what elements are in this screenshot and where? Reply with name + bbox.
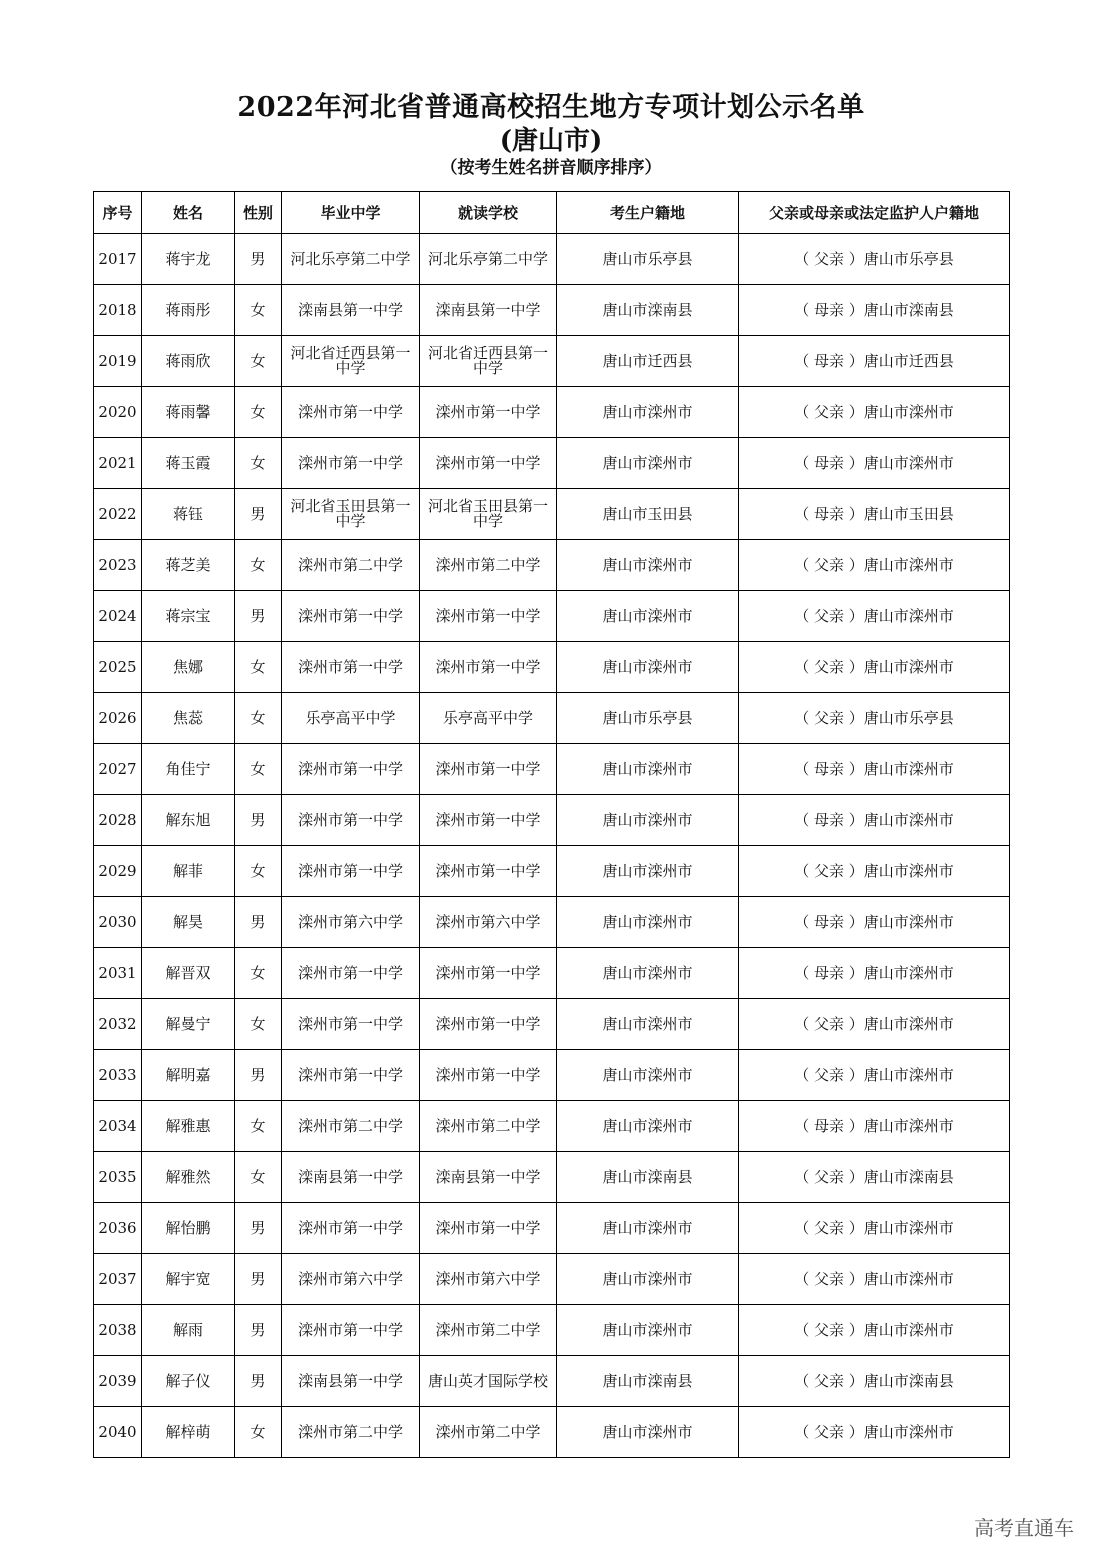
cell-current-school: 唐山英才国际学校	[420, 1356, 557, 1407]
cell-guardian-hukou: （ 父亲 ）唐山市滦南县	[739, 1356, 1010, 1407]
table-row	[94, 1356, 1010, 1407]
sort-note: （按考生姓名拼音顺序排序）	[440, 158, 662, 178]
cell-grad-school: 滦州市第一中学	[282, 591, 420, 642]
cell-guardian-hukou: （ 母亲 ）唐山市滦州市	[739, 948, 1010, 999]
cell-no: 2030	[94, 897, 142, 948]
cell-gender: 男	[235, 1305, 282, 1356]
cell-current-school: 滦州市第一中学	[420, 744, 557, 795]
cell-gender: 男	[235, 489, 282, 540]
cell-grad-school: 滦州市第一中学	[282, 999, 420, 1050]
cell-hukou: 唐山市滦州市	[557, 795, 739, 846]
table-row	[94, 1050, 1010, 1101]
cell-current-school: 滦州市第一中学	[420, 642, 557, 693]
cell-name: 角佳宁	[142, 744, 235, 795]
cell-guardian-hukou: （ 母亲 ）唐山市滦州市	[739, 897, 1010, 948]
table-row	[94, 387, 1010, 438]
cell-guardian-hukou: （ 父亲 ）唐山市滦州市	[739, 540, 1010, 591]
cell-grad-school: 河北乐亭第二中学	[282, 234, 420, 285]
cell-current-school: 滦州市第二中学	[420, 1101, 557, 1152]
cell-current-school: 滦州市第二中学	[420, 1305, 557, 1356]
cell-guardian-hukou: （ 父亲 ）唐山市滦州市	[739, 1254, 1010, 1305]
cell-current-school: 乐亭高平中学	[420, 693, 557, 744]
cell-grad-school: 河北省迁西县第一中学	[282, 336, 420, 387]
cell-gender: 女	[235, 1101, 282, 1152]
cell-current-school: 滦州市第一中学	[420, 1203, 557, 1254]
cell-hukou: 唐山市滦南县	[557, 285, 739, 336]
column-header-guardian-hukou: 父亲或母亲或法定监护人户籍地	[739, 192, 1010, 234]
cell-hukou: 唐山市滦州市	[557, 846, 739, 897]
cell-guardian-hukou: （ 父亲 ）唐山市滦州市	[739, 999, 1010, 1050]
cell-hukou: 唐山市迁西县	[557, 336, 739, 387]
cell-gender: 女	[235, 1152, 282, 1203]
cell-hukou: 唐山市滦州市	[557, 1305, 739, 1356]
cell-gender: 女	[235, 387, 282, 438]
cell-gender: 男	[235, 1050, 282, 1101]
cell-no: 2028	[94, 795, 142, 846]
cell-guardian-hukou: （ 父亲 ）唐山市乐亭县	[739, 693, 1010, 744]
cell-name: 解东旭	[142, 795, 235, 846]
cell-no: 2029	[94, 846, 142, 897]
cell-hukou: 唐山市滦州市	[557, 897, 739, 948]
cell-hukou: 唐山市滦州市	[557, 591, 739, 642]
cell-current-school: 滦州市第一中学	[420, 438, 557, 489]
cell-name: 解雅然	[142, 1152, 235, 1203]
cell-hukou: 唐山市滦州市	[557, 744, 739, 795]
cell-guardian-hukou: （ 父亲 ）唐山市滦州市	[739, 387, 1010, 438]
cell-hukou: 唐山市滦州市	[557, 387, 739, 438]
cell-gender: 女	[235, 999, 282, 1050]
cell-gender: 女	[235, 744, 282, 795]
cell-name: 解雅惠	[142, 1101, 235, 1152]
cell-hukou: 唐山市滦南县	[557, 1356, 739, 1407]
cell-name: 焦娜	[142, 642, 235, 693]
cell-no: 2018	[94, 285, 142, 336]
cell-current-school: 滦南县第一中学	[420, 1152, 557, 1203]
cell-gender: 女	[235, 693, 282, 744]
cell-hukou: 唐山市滦州市	[557, 948, 739, 999]
cell-no: 2038	[94, 1305, 142, 1356]
cell-no: 2020	[94, 387, 142, 438]
cell-guardian-hukou: （ 母亲 ）唐山市玉田县	[739, 489, 1010, 540]
cell-current-school: 滦州市第一中学	[420, 591, 557, 642]
table-row	[94, 285, 1010, 336]
cell-name: 解雨	[142, 1305, 235, 1356]
table-row	[94, 336, 1010, 387]
cell-grad-school: 滦州市第六中学	[282, 1254, 420, 1305]
cell-grad-school: 滦州市第一中学	[282, 795, 420, 846]
cell-grad-school: 滦州市第一中学	[282, 744, 420, 795]
cell-current-school: 滦州市第一中学	[420, 795, 557, 846]
page-title: 2022年河北省普通高校招生地方专项计划公示名单	[237, 92, 865, 123]
page-subtitle: (唐山市)	[499, 126, 603, 156]
cell-current-school: 河北省迁西县第一中学	[420, 336, 557, 387]
table-row	[94, 591, 1010, 642]
watermark-text: 高考直通车	[974, 1516, 1074, 1540]
table-row	[94, 642, 1010, 693]
cell-guardian-hukou: （ 父亲 ）唐山市滦州市	[739, 642, 1010, 693]
cell-name: 解菲	[142, 846, 235, 897]
cell-grad-school: 滦州市第一中学	[282, 642, 420, 693]
cell-grad-school: 滦州市第一中学	[282, 1305, 420, 1356]
cell-grad-school: 滦州市第一中学	[282, 1203, 420, 1254]
cell-grad-school: 滦南县第一中学	[282, 1152, 420, 1203]
cell-no: 2025	[94, 642, 142, 693]
cell-hukou: 唐山市滦州市	[557, 1101, 739, 1152]
cell-gender: 女	[235, 540, 282, 591]
cell-name: 焦蕊	[142, 693, 235, 744]
cell-hukou: 唐山市滦州市	[557, 1050, 739, 1101]
table-row	[94, 744, 1010, 795]
cell-hukou: 唐山市滦州市	[557, 438, 739, 489]
cell-name: 解曼宁	[142, 999, 235, 1050]
cell-no: 2035	[94, 1152, 142, 1203]
cell-guardian-hukou: （ 父亲 ）唐山市滦州市	[739, 1203, 1010, 1254]
column-header-name: 姓名	[142, 192, 235, 234]
cell-guardian-hukou: （ 父亲 ）唐山市滦南县	[739, 1152, 1010, 1203]
cell-current-school: 滦州市第六中学	[420, 1254, 557, 1305]
cell-gender: 男	[235, 1356, 282, 1407]
cell-grad-school: 滦州市第二中学	[282, 1407, 420, 1458]
roster-table	[93, 191, 1010, 1458]
cell-no: 2039	[94, 1356, 142, 1407]
cell-name: 解宇宽	[142, 1254, 235, 1305]
cell-name: 蒋雨彤	[142, 285, 235, 336]
cell-gender: 女	[235, 642, 282, 693]
cell-gender: 男	[235, 1254, 282, 1305]
cell-current-school: 滦州市第一中学	[420, 387, 557, 438]
cell-gender: 男	[235, 897, 282, 948]
cell-grad-school: 滦州市第一中学	[282, 438, 420, 489]
cell-no: 2032	[94, 999, 142, 1050]
cell-guardian-hukou: （ 母亲 ）唐山市迁西县	[739, 336, 1010, 387]
cell-hukou: 唐山市乐亭县	[557, 693, 739, 744]
cell-name: 解子仪	[142, 1356, 235, 1407]
table-row	[94, 1152, 1010, 1203]
column-header-no: 序号	[94, 192, 142, 234]
cell-gender: 女	[235, 1407, 282, 1458]
table-row	[94, 948, 1010, 999]
table-row	[94, 1305, 1010, 1356]
cell-grad-school: 滦州市第六中学	[282, 897, 420, 948]
table-row	[94, 540, 1010, 591]
cell-name: 蒋雨欣	[142, 336, 235, 387]
cell-hukou: 唐山市滦州市	[557, 642, 739, 693]
cell-hukou: 唐山市滦州市	[557, 1203, 739, 1254]
cell-gender: 女	[235, 285, 282, 336]
table-row	[94, 1203, 1010, 1254]
cell-gender: 女	[235, 336, 282, 387]
table-row	[94, 1101, 1010, 1152]
cell-hukou: 唐山市滦州市	[557, 1254, 739, 1305]
cell-current-school: 滦州市第一中学	[420, 948, 557, 999]
cell-guardian-hukou: （ 母亲 ）唐山市滦州市	[739, 795, 1010, 846]
cell-hukou: 唐山市滦州市	[557, 1407, 739, 1458]
cell-grad-school: 滦州市第二中学	[282, 1101, 420, 1152]
cell-current-school: 滦州市第二中学	[420, 540, 557, 591]
cell-name: 解怡鹏	[142, 1203, 235, 1254]
table-row	[94, 1407, 1010, 1458]
cell-no: 2019	[94, 336, 142, 387]
cell-name: 蒋雨馨	[142, 387, 235, 438]
cell-no: 2031	[94, 948, 142, 999]
cell-no: 2037	[94, 1254, 142, 1305]
cell-name: 解昊	[142, 897, 235, 948]
cell-no: 2024	[94, 591, 142, 642]
cell-no: 2033	[94, 1050, 142, 1101]
cell-grad-school: 滦南县第一中学	[282, 1356, 420, 1407]
column-header-gender: 性别	[235, 192, 282, 234]
cell-hukou: 唐山市滦南县	[557, 1152, 739, 1203]
cell-name: 蒋宗宝	[142, 591, 235, 642]
cell-current-school: 滦南县第一中学	[420, 285, 557, 336]
table-row	[94, 438, 1010, 489]
cell-grad-school: 河北省玉田县第一中学	[282, 489, 420, 540]
cell-guardian-hukou: （ 父亲 ）唐山市滦州市	[739, 1050, 1010, 1101]
cell-no: 2021	[94, 438, 142, 489]
table-row	[94, 795, 1010, 846]
cell-current-school: 滦州市第二中学	[420, 1407, 557, 1458]
cell-no: 2034	[94, 1101, 142, 1152]
cell-name: 解梓萌	[142, 1407, 235, 1458]
cell-guardian-hukou: （ 父亲 ）唐山市滦州市	[739, 591, 1010, 642]
cell-hukou: 唐山市滦州市	[557, 540, 739, 591]
cell-no: 2027	[94, 744, 142, 795]
cell-name: 蒋钰	[142, 489, 235, 540]
table-row	[94, 846, 1010, 897]
cell-no: 2026	[94, 693, 142, 744]
cell-guardian-hukou: （ 父亲 ）唐山市滦州市	[739, 1305, 1010, 1356]
cell-gender: 女	[235, 846, 282, 897]
column-header-hukou: 考生户籍地	[557, 192, 739, 234]
cell-gender: 男	[235, 234, 282, 285]
cell-current-school: 滦州市第一中学	[420, 846, 557, 897]
cell-grad-school: 滦南县第一中学	[282, 285, 420, 336]
cell-grad-school: 乐亭高平中学	[282, 693, 420, 744]
table-row	[94, 693, 1010, 744]
column-header-current-school: 就读学校	[420, 192, 557, 234]
cell-guardian-hukou: （ 母亲 ）唐山市滦州市	[739, 438, 1010, 489]
cell-no: 2017	[94, 234, 142, 285]
cell-name: 解明嘉	[142, 1050, 235, 1101]
cell-grad-school: 滦州市第一中学	[282, 387, 420, 438]
table-body	[94, 234, 1010, 1458]
cell-grad-school: 滦州市第一中学	[282, 948, 420, 999]
cell-grad-school: 滦州市第二中学	[282, 540, 420, 591]
cell-gender: 男	[235, 795, 282, 846]
cell-guardian-hukou: （ 父亲 ）唐山市滦州市	[739, 846, 1010, 897]
cell-gender: 女	[235, 948, 282, 999]
column-header-grad-school: 毕业中学	[282, 192, 420, 234]
cell-guardian-hukou: （ 母亲 ）唐山市滦州市	[739, 1101, 1010, 1152]
cell-current-school: 滦州市第六中学	[420, 897, 557, 948]
cell-hukou: 唐山市玉田县	[557, 489, 739, 540]
table-row	[94, 897, 1010, 948]
table-row	[94, 234, 1010, 285]
cell-current-school: 河北乐亭第二中学	[420, 234, 557, 285]
cell-grad-school: 滦州市第一中学	[282, 846, 420, 897]
cell-no: 2036	[94, 1203, 142, 1254]
cell-current-school: 滦州市第一中学	[420, 999, 557, 1050]
cell-no: 2040	[94, 1407, 142, 1458]
cell-grad-school: 滦州市第一中学	[282, 1050, 420, 1101]
cell-hukou: 唐山市滦州市	[557, 999, 739, 1050]
cell-no: 2022	[94, 489, 142, 540]
cell-name: 解晋双	[142, 948, 235, 999]
cell-current-school: 滦州市第一中学	[420, 1050, 557, 1101]
table-header-row	[94, 192, 1010, 234]
cell-gender: 男	[235, 1203, 282, 1254]
cell-current-school: 河北省玉田县第一中学	[420, 489, 557, 540]
table-row	[94, 1254, 1010, 1305]
cell-name: 蒋宇龙	[142, 234, 235, 285]
cell-gender: 男	[235, 591, 282, 642]
table-row	[94, 999, 1010, 1050]
cell-guardian-hukou: （ 母亲 ）唐山市滦州市	[739, 744, 1010, 795]
cell-gender: 女	[235, 438, 282, 489]
cell-name: 蒋玉霞	[142, 438, 235, 489]
cell-no: 2023	[94, 540, 142, 591]
cell-hukou: 唐山市乐亭县	[557, 234, 739, 285]
cell-guardian-hukou: （ 父亲 ）唐山市滦州市	[739, 1407, 1010, 1458]
cell-guardian-hukou: （ 母亲 ）唐山市滦南县	[739, 285, 1010, 336]
cell-guardian-hukou: （ 父亲 ）唐山市乐亭县	[739, 234, 1010, 285]
table-row	[94, 489, 1010, 540]
cell-name: 蒋芝美	[142, 540, 235, 591]
